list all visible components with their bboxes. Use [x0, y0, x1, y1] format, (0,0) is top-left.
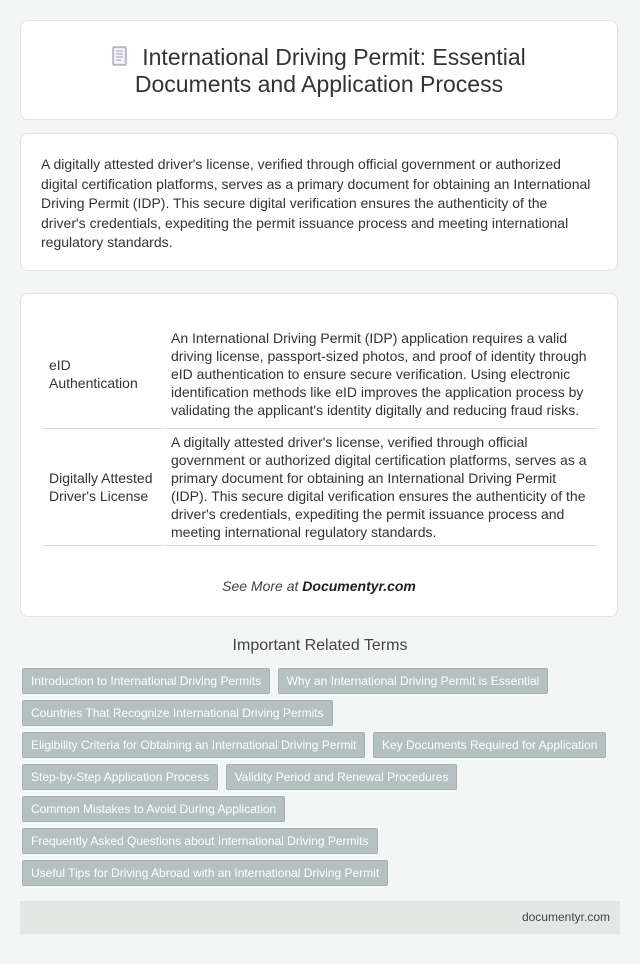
document-icon [112, 46, 128, 67]
related-term-tag[interactable]: Why an International Driving Permit is Essential [278, 668, 549, 694]
related-terms-heading: Important Related Terms [232, 637, 408, 654]
intro-card [20, 133, 618, 271]
description-cell: A digitally attested driver's license, verified through official government or authorized digital certification platforms, serves as a primary document for obtaining an International Driving Permit (IDP). This secure digital verification ensures the authenticity of the driver's credentials, expediting the permit issuance process and meeting international regulatory standards. [165, 429, 597, 546]
see-more-link[interactable]: Documentyr.com [302, 578, 416, 594]
page-title: International Driving Permit: Essential Documents and Application Process [134, 44, 526, 97]
related-term-tag[interactable]: Step-by-Step Application Process [22, 764, 218, 790]
table-row [43, 320, 597, 429]
related-term-tag[interactable]: Eligibility Criteria for Obtaining an International Driving Permit [22, 732, 365, 758]
related-term-tag[interactable]: Common Mistakes to Avoid During Application [22, 796, 285, 822]
related-term-tag[interactable]: Frequently Asked Questions about International Driving Permits [22, 828, 378, 854]
terms-table [41, 320, 599, 546]
related-term-tag[interactable]: Introduction to International Driving Permits [22, 668, 270, 694]
related-term-tag[interactable]: Countries That Recognize International Driving Permits [22, 700, 333, 726]
title-card [20, 20, 618, 120]
related-terms-list [22, 668, 622, 892]
footer [20, 901, 620, 934]
related-term-tag[interactable]: Validity Period and Renewal Procedures [226, 764, 458, 790]
description-cell: An International Driving Permit (IDP) application requires a valid driving license, passport-sized photos, and proof of identity through eID authentication to ensure secure verification. Using electronic identification methods like eID improves the application process by validating the applicant's identity digitally and reducing fraud risks. [165, 320, 597, 429]
intro-paragraph: A digitally attested driver's license, verified through official government or authorized digital certification platforms, serves as a primary document for obtaining an International Driving Permit (IDP). This secure digital verification ensures the authenticity of the driver's credentials, expediting the permit issuance process and meeting international regulatory standards. [41, 156, 591, 251]
footer-site[interactable]: documentyr.com [521, 910, 610, 924]
see-more-prefix: See More at [222, 578, 303, 594]
term-cell: Digitally Attested Driver's License [43, 429, 163, 546]
related-term-tag[interactable]: Useful Tips for Driving Abroad with an International Driving Permit [22, 860, 388, 886]
terms-table-card [20, 293, 618, 617]
table-row [43, 429, 597, 546]
term-cell: eID Authentication [43, 320, 163, 429]
see-more [21, 578, 617, 594]
related-term-tag[interactable]: Key Documents Required for Application [373, 732, 606, 758]
